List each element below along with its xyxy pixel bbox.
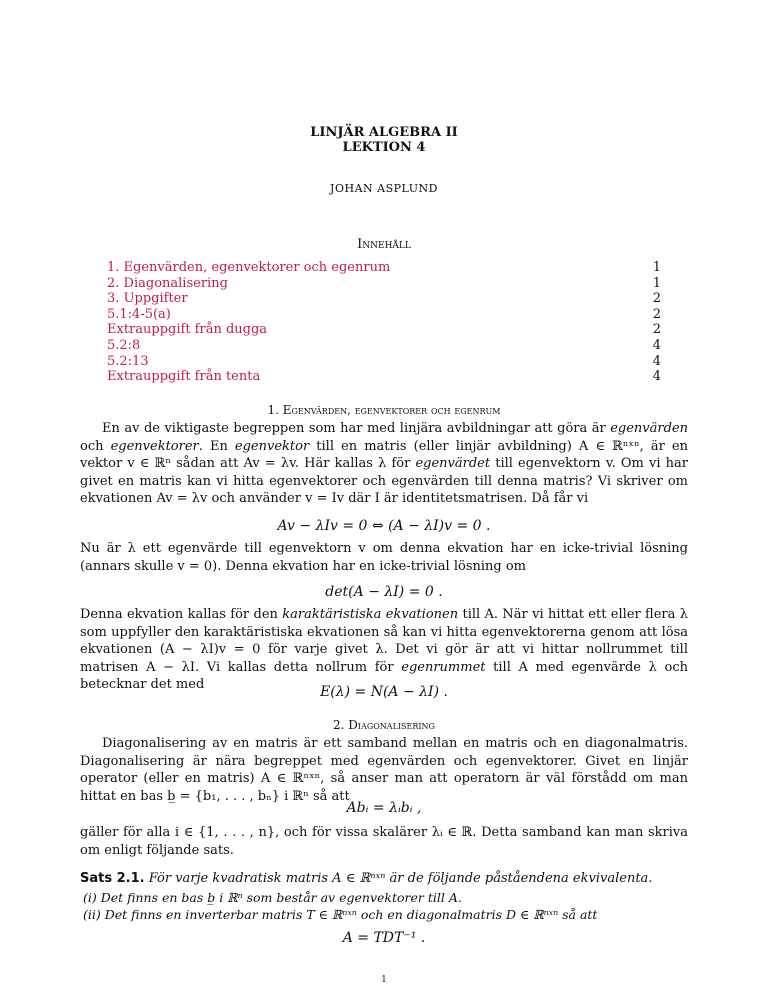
toc-heading: Innehåll xyxy=(357,237,411,252)
title-line-2: LEKTION 4 xyxy=(342,140,426,155)
theorem-item-i: (i) Det finns en bas b̲ i ℝⁿ som består av egenvektorer till A. xyxy=(83,890,462,905)
toc-link[interactable]: 5.2:13 xyxy=(107,353,149,369)
section-1-paragraph-3: Denna ekvation kallas för den karaktäristiska ekvationen till A. När vi hittat ett eller flera λ som uppfyller den karaktäristiska ekvationen så kan vi hitta egenvektorerna genom att lösa ekvationen (A − λI)v = 0 för varje givet λ. Det vi gör är att vi hittar nollrummet till matrisen A − λI. Vi kallas detta nollrum för egenrummet till A med egenvärde λ och betecknar det med xyxy=(80,607,688,692)
toc-link[interactable]: Extrauppgift från tenta xyxy=(107,369,261,385)
toc-page: 2 xyxy=(652,306,661,322)
toc-link[interactable]: 2. Diagonalisering xyxy=(107,275,228,291)
toc-link[interactable]: Extrauppgift från dugga xyxy=(107,322,268,338)
toc-entry[interactable] xyxy=(107,322,661,338)
toc-page: 4 xyxy=(652,369,661,385)
toc-entry[interactable] xyxy=(107,354,661,370)
toc-page: 1 xyxy=(652,275,661,291)
page-number: 1 xyxy=(381,975,387,985)
theorem-2-1 xyxy=(80,870,688,887)
toc-entry[interactable] xyxy=(107,369,661,385)
theorem-label: Sats 2.1. xyxy=(80,871,145,886)
toc-entry[interactable] xyxy=(107,276,661,292)
section-2-heading: 2. Diagonalisering xyxy=(333,718,435,732)
toc-link[interactable]: 1. Egenvärden, egenvektorer och egenrum xyxy=(107,260,391,275)
toc-page: 4 xyxy=(652,337,661,353)
toc-entry[interactable] xyxy=(107,291,661,307)
toc-link[interactable]: 5.1:4-5(a) xyxy=(107,306,171,322)
toc-link[interactable]: 3. Uppgifter xyxy=(107,291,188,307)
section-1-paragraph-2: Nu är λ ett egenvärde till egenvektorn v om denna ekvation har en icke-trivial lösning (annars skulle v = 0). Denna ekvation har en icke-trivial lösning om xyxy=(80,541,688,574)
equation-diagonalization: A = TDT⁻¹ . xyxy=(342,930,426,946)
toc-page: 2 xyxy=(652,291,661,307)
toc-page: 1 xyxy=(652,260,661,275)
title-line-1: LINJÄR ALGEBRA II xyxy=(310,125,458,140)
section-2-paragraph-2: gäller för alla i ∈ {1, . . . , n}, och för vissa skalärer λᵢ ∈ ℝ. Detta samband kan man skriva om enligt följande sats. xyxy=(80,825,688,858)
section-1-heading: 1. Egenvärden, egenvektorer och egenrum xyxy=(267,403,501,417)
author-name: JOHAN ASPLUND xyxy=(330,182,438,195)
theorem-item-ii: (ii) Det finns en inverterbar matris T ∈ ℝⁿˣⁿ och en diagonalmatris D ∈ ℝⁿˣⁿ så att xyxy=(83,907,598,922)
toc-entry[interactable] xyxy=(107,338,661,354)
equation-characteristic: det(A − λI) = 0 . xyxy=(325,584,443,600)
table-of-contents xyxy=(107,260,661,385)
toc-entry[interactable] xyxy=(107,260,661,276)
toc-page: 2 xyxy=(652,322,661,338)
section-2-paragraph-1: Diagonalisering av en matris är ett samband mellan en matris och en diagonalmatris. Diagonalisering är nära begreppet med egenvärden och egenvektorer. Givet en linjär operator (eller en matris) A ∈ ℝⁿˣⁿ, så anser man att operatorn är väl förstådd om man hittat en bas b̲ = {b₁, . . . , bₙ} i ℝⁿ så att xyxy=(80,736,688,804)
equation-diagonal-basis: Abᵢ = λᵢbᵢ , xyxy=(346,800,422,816)
equation-eigenspace: E(λ) = N(A − λI) . xyxy=(320,684,448,700)
section-1-paragraph-1: En av de viktigaste begreppen som har med linjära avbildningar att göra är egenvärden och egenvektorer. En egenvektor till en matris (eller linjär avbildning) A ∈ ℝⁿˣⁿ, är en vektor v ∈ ℝⁿ sådan att Av = λv. Här kallas λ för egenvärdet till egenvektorn v. Om vi har givet en matris kan vi hitta egenvektorer och egenvärden till denna matris? Vi skriver om ekvationen Av = λv och använder v = Iv där I är identitetsmatrisen. Då får vi xyxy=(80,421,688,506)
theorem-text: För varje kvadratisk matris A ∈ ℝⁿˣⁿ är de följande påståendena ekvivalenta. xyxy=(144,871,653,886)
toc-link[interactable]: 5.2:8 xyxy=(107,337,141,353)
toc-entry[interactable] xyxy=(107,307,661,323)
equation-eigen: Av − λIv = 0 ⇔ (A − λI)v = 0 . xyxy=(277,518,491,534)
toc-page: 4 xyxy=(652,353,661,369)
